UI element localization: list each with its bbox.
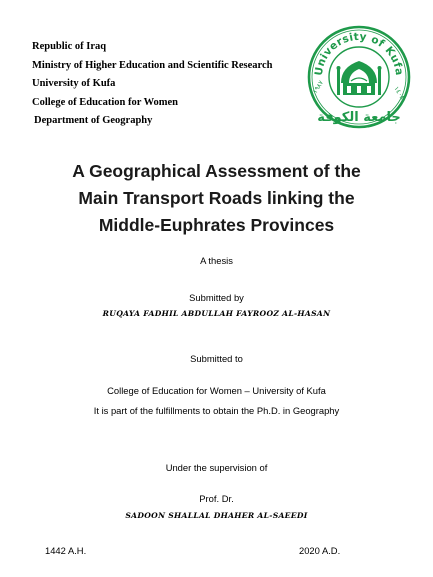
submitted-by-label: Submitted by (189, 292, 244, 303)
seal-year-left: ١٩٨٧ (310, 78, 326, 96)
university-seal-logo (307, 25, 411, 129)
fulfillment-line: It is part of the fulfillments to obtain the Ph.D. in Geography (93, 405, 340, 416)
supervisor-name: SADOON SHALLAL DHAHER AL-SAEEDI (125, 511, 308, 520)
header-line-department: Department of Geography (34, 115, 153, 127)
seal-bottom-text: جامعة الكوفة (317, 110, 401, 125)
header-line-country: Republic of Iraq (32, 41, 107, 52)
institution-line: College of Education for Women – University of Kufa (107, 385, 326, 396)
supervision-label: Under the supervision of (165, 462, 268, 473)
author-name: RUQAYA FADHIL ABDULLAH FAYROOZ AL-HASAN (102, 309, 331, 318)
institution-header (32, 38, 273, 131)
gregorian-year: 2020 A.D. (299, 545, 341, 556)
title-line-2: Main Transport Roads linking the (78, 188, 355, 208)
seal-outer-text: University of Kufa (312, 30, 406, 77)
title-line-3: Middle-Euphrates Provinces (98, 215, 335, 235)
header-line-college: College of Education for Women (32, 96, 179, 108)
header-line-ministry: Ministry of Higher Education and Scientific Research (32, 59, 273, 71)
seal-year-right: ١٤٠٨ (392, 84, 407, 101)
supervisor-title: Prof. Dr. (199, 493, 234, 504)
submitted-to-label: Submitted to (190, 353, 243, 364)
header-line-university: University of Kufa (32, 78, 116, 90)
title-line-1: A Geographical Assessment of the (72, 161, 361, 181)
thesis-label: A thesis (200, 255, 233, 266)
thesis-title (0, 158, 433, 239)
hijri-year: 1442 A.H. (45, 545, 87, 556)
